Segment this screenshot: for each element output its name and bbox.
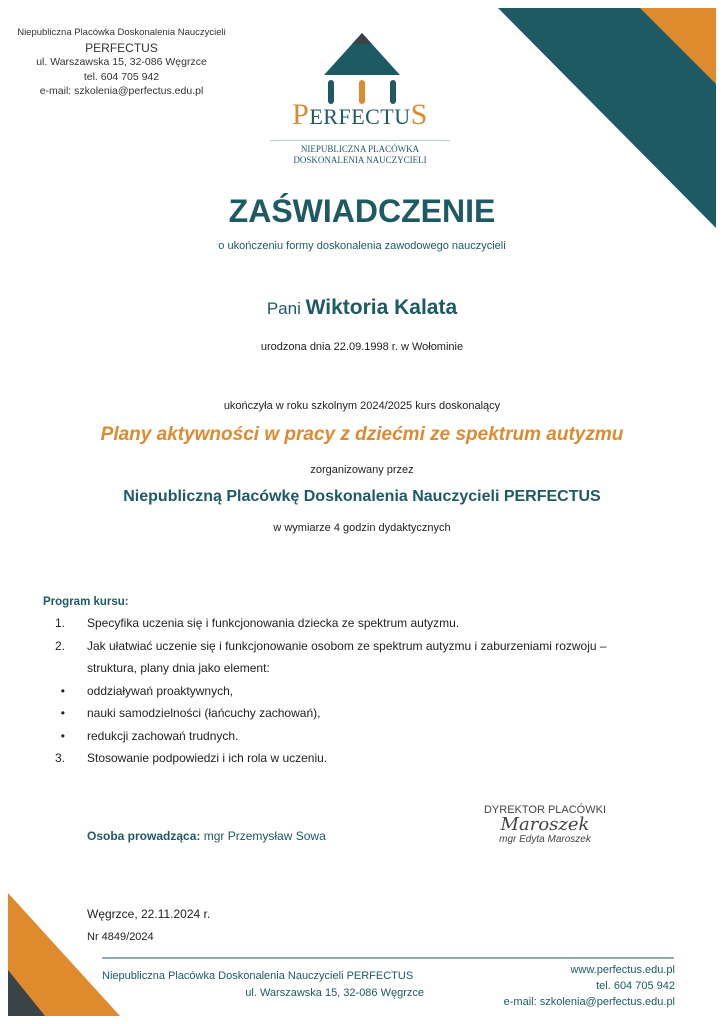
program-section xyxy=(43,596,683,770)
signature: Maroszek xyxy=(500,814,590,835)
program-item xyxy=(43,702,683,725)
certificate-number: Nr 4849/2024 xyxy=(87,931,154,943)
footer-address: Niepubliczna Placówka Doskonalenia Nauczycieli PERFECTUS ul. Warszawska 15, 32-086 Węgrzce xyxy=(102,970,424,999)
logo-wordmark: PERFECTUS xyxy=(292,98,428,131)
header-address xyxy=(14,26,229,99)
director-name: mgr Edyta Maroszek xyxy=(499,834,591,845)
header-phone: tel. 604 705 942 xyxy=(83,70,160,83)
program-item xyxy=(43,680,683,703)
program-item-text: redukcji zachowań trudnych. xyxy=(87,728,239,743)
header-street: ul. Warszawska 15, 32-086 Węgrzce xyxy=(36,56,207,68)
footer-phone: tel. 604 705 942 xyxy=(596,980,675,992)
logo-subtitle: NIEPUBLICZNA PLACÓWKA DOSKONALENIA NAUCZYCIELI xyxy=(270,140,450,166)
program-list xyxy=(43,612,683,770)
program-item xyxy=(43,747,683,770)
director-signature-block xyxy=(470,804,620,845)
program-heading: Program kursu: xyxy=(43,596,129,608)
footer-contact xyxy=(460,962,675,1010)
header-name: PERFECTUS xyxy=(85,40,158,55)
program-item xyxy=(43,635,683,658)
recipient-name: Wiktoria Kalata xyxy=(305,296,458,319)
hours: w wymiarze 4 godzin dydaktycznych xyxy=(273,522,451,534)
program-item-text: struktura, plany dnia jako element: xyxy=(87,661,270,675)
organized-by: zorganizowany przez xyxy=(310,464,414,476)
footer-website[interactable]: www.perfectus.edu.pl xyxy=(570,964,675,976)
director-title: DYREKTOR PLACÓWKI xyxy=(483,804,607,816)
program-item-text: nauki samodzielności (łańcuchy zachowań), xyxy=(87,706,321,720)
program-item xyxy=(43,612,683,635)
instructor: Osoba prowadząca: mgr Przemysław Sowa xyxy=(87,829,326,843)
program-item xyxy=(43,725,683,748)
organizer: Niepubliczną Placówkę Doskonalenia Nauczycieli PERFECTUS xyxy=(123,488,601,505)
certificate-title: ZAŚWIADCZENIE xyxy=(228,193,496,229)
program-item-marker: 3. xyxy=(54,751,65,765)
footer-email[interactable]: e-mail: szkolenia@perfectus.edu.pl xyxy=(503,996,675,1008)
program-item-marker: • xyxy=(60,706,65,720)
program-item-marker xyxy=(43,657,87,680)
program-item-text: Jak ułatwiać uczenie się i funkcjonowanie osobom ze spektrum autyzmu i zaburzeniami rozwoju – xyxy=(87,638,607,653)
program-item-marker: • xyxy=(60,683,65,698)
birth-info: urodzona dnia 22.09.1998 r. w Wołominie xyxy=(260,341,464,353)
program-item-marker: • xyxy=(60,728,65,743)
header-email: e-mail: szkolenia@perfectus.edu.pl xyxy=(39,85,204,97)
program-item-text: oddziaływań proaktywnych, xyxy=(87,683,234,698)
header-org: Niepubliczna Placówka Doskonalenia Nauczycieli xyxy=(17,27,226,38)
program-item-marker: 1. xyxy=(54,616,65,630)
completion-text: ukończyła w roku szkolnym 2024/2025 kurs doskonalący xyxy=(223,400,501,412)
program-item-text: Specyfika uczenia się i funkcjonowania dziecka ze spektrum autyzmu. xyxy=(87,616,460,630)
program-item xyxy=(43,657,683,680)
course-title: Plany aktywności w pracy z dziećmi ze spektrum autyzmu xyxy=(100,424,624,445)
certificate-subtitle: o ukończeniu formy doskonalenia zawodowego nauczycieli xyxy=(218,240,506,252)
program-item-text: Stosowanie podpowiedzi i ich rola w uczeniu. xyxy=(87,751,328,765)
recipient: Pani Wiktoria Kalata xyxy=(266,296,458,319)
place-date: Węgrzce, 22.11.2024 r. xyxy=(87,907,211,921)
program-item-marker: 2. xyxy=(54,638,65,653)
